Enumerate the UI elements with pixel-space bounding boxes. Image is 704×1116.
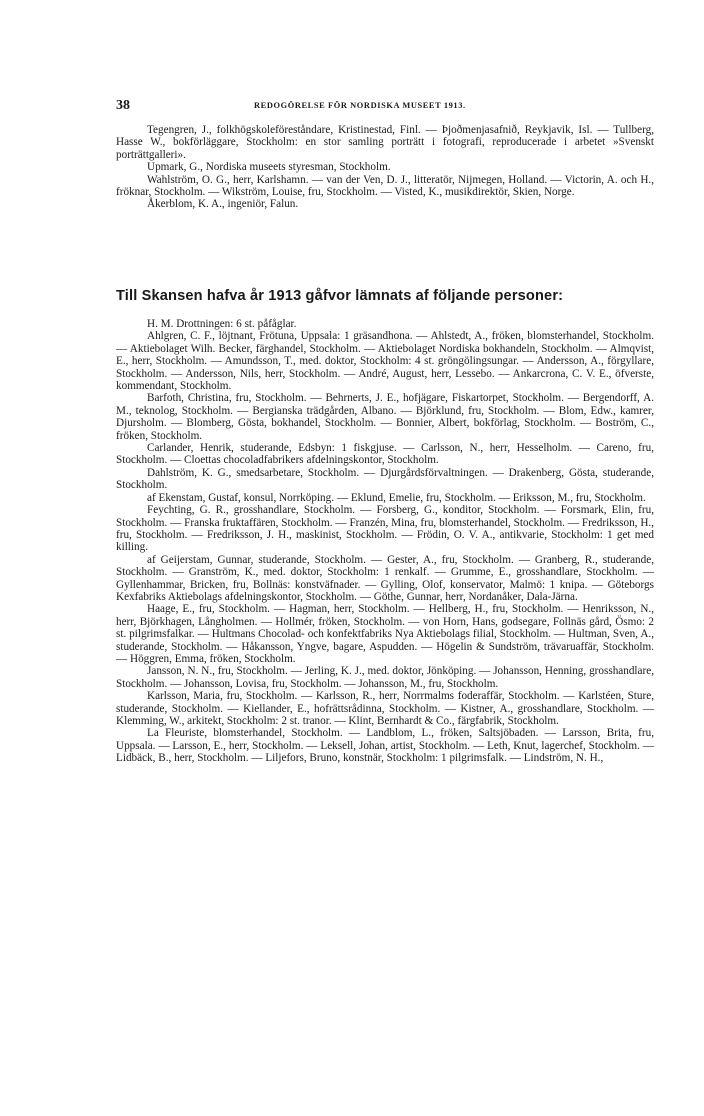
donor-paragraph: af Geijerstam, Gunnar, studerande, Stockholm. — Gester, A., fru, Stockholm. — Granberg, R., studerande, Stockholm. — Granström, K., med. doktor, Stockholm: 1 renkalf. — Grumme, E., grosshandlare, Stockholm. — Gyllenhammar, Bricken, fru, Bollnäs: konstväfnader. — Gylling, Olof, konservator, Malmö: 1 knipa. — Göteborgs Kexfabriks Aktiebolags afdelningskontor, Stockholm. — Göthe, Gunnar, herr, Nordanåker, Dala-Järna. <box>116 553 654 603</box>
donor-paragraph: H. M. Drottningen: 6 st. påfåglar. <box>147 318 297 330</box>
donor-paragraph: Jansson, N. N., fru, Stockholm. — Jerling, K. J., med. doktor, Jönköping. — Johansson, Henning, grosshandlare, Stockholm. — Johansson, Lovisa, fru, Stockholm. — Johansson, M., fru, Stockholm. <box>116 665 654 690</box>
donor-paragraph: Ahlgren, C. F., löjtnant, Frötuna, Uppsala: 1 gräsandhona. — Ahlstedt, A., fröken, blomsterhandel, Stockholm. — Aktiebolaget Wilh. Becker, färghandel, Stockholm. — Aktiebolaget Nordiska bokhandeln, Stockholm. — Almqvist, E., herr, Stockholm. — Amundsson, T., med. doktor, Stockholm: 4 st. gröngölingsungar. — Andersson, A., förgyllare, Stockholm. — Andersson, Nils, herr, Stockholm. — André, August, herr, Lessebo. — Ankarcrona, C. V. E., öfverste, kommendant, Stockholm. <box>116 330 654 393</box>
intro-paragraph: Upmark, G., Nordiska museets styresman, Stockholm. <box>147 161 391 174</box>
donor-paragraph: af Ekenstam, Gustaf, konsul, Norrköping. — Eklund, Emelie, fru, Stockholm. — Eriksson, M., fru, Stockholm. <box>147 491 646 504</box>
donor-paragraph: Dahlström, K. G., smedsarbetare, Stockholm. — Djurgårdsförvaltningen. — Drakenberg, Gösta, studerande, Stockholm. <box>116 466 654 492</box>
intro-section <box>116 124 654 211</box>
donor-paragraph: Karlsson, Maria, fru, Stockholm. — Karlsson, R., herr, Norrmalms foderaffär, Stockholm. — Karlstéen, Sture, studerande, Stockholm. — Kiellander, E., hofrättsrådinna, Stockholm. — Kistner, A., grosshandlare, Stockholm. — Klemming, W., arkitekt, Stockholm: 2 st. tranor. — Klint, Bernhardt & Co., färgfabrik, Stockholm. <box>116 690 654 727</box>
intro-paragraph: Tegengren, J., folkhögskoleföreståndare, Kristinestad, Finl. — Þjoðmenjasafnið, Reykjavik, Isl. — Tullberg, Hasse W., bokförläggare, Stockholm: en stor samling porträtt i fotografi, reproducerade i arbetet »Svenskt porträttgalleri». <box>116 124 654 161</box>
page-number: 38 <box>116 98 130 113</box>
donor-paragraph: Feychting, G. R., grosshandlare, Stockholm. — Forsberg, G., konditor, Stockholm. — Forsmark, Elin, fru, Stockholm. — Franska fruktaffären, Stockholm. — Franzén, Mina, fru, blomsterhandel, Stockholm. — Fredriksson, H., fru, Stockholm. — Fredriksson, J. H., maskinist, Stockholm. — Frödin, O. V. A., antikvarie, Stockholm: 1 get med killing. <box>116 504 654 554</box>
donor-paragraph: Carlander, Henrik, studerande, Edsbyn: 1 fiskgjuse. — Carlsson, N., herr, Hesselholm. — Careno, fru, Stockholm. — Cloettas chocoladfabrikers afdelningskontor, Stockholm. <box>116 442 654 467</box>
donor-section <box>116 318 654 765</box>
intro-paragraph: Åkerblom, K. A., ingeniör, Falun. <box>147 198 299 211</box>
section-heading: Till Skansen hafva år 1913 gåfvor lämnats af följande personer: <box>116 288 564 304</box>
donor-paragraph: Haage, E., fru, Stockholm. — Hagman, herr, Stockholm. — Hellberg, H., fru, Stockholm. — Henriksson, N., herr, Björkhagen, Långholmen. — Hollmér, fröken, Stockholm. — von Horn, Hans, godsegare, Follnäs gård, Ösmo: 2 st. pilgrimsfalkar. — Hultmans Chocolad- och konfektfabriks Nya Aktiebolags filial, Stockholm. — Hultman, Sven, A., studerande, Stockholm. — Håkansson, Yngve, bagare, Aspudden. — Högelin & Sundström, trävaruaffär, Stockholm. — Höggren, Emma, fröken, Stockholm. <box>116 603 654 665</box>
running-head: REDOGÖRELSE FÖR NORDISKA MUSEET 1913. <box>254 101 466 110</box>
donor-paragraph: Barfoth, Christina, fru, Stockholm. — Behrnerts, J. E., hofjägare, Fiskartorpet, Stockholm. — Bergendorff, A. M., teknolog, Stockholm. — Bergianska trädgården, Albano. — Björklund, fru, Stockholm. — Blom, Edw., kamrer, Djursholm. — Blomberg, Gösta, bokhandel, Stockholm. — Bonnier, Albert, bokförlag, Stockholm. — Boström, C., fröken, Stockholm. <box>116 392 654 442</box>
intro-paragraph: Wahlström, O. G., herr, Karlshamn. — van der Ven, D. J., litteratör, Nijmegen, Holland. — Victorin, A. och H., fröknar, Stockholm. — Wikström, Louise, fru, Stockholm. — Visted, K., musikdirektör, Skien, Norge. <box>116 173 654 199</box>
donor-paragraph: La Fleuriste, blomsterhandel, Stockholm. — Landblom, L., fröken, Saltsjöbaden. — Larsson, Brita, fru, Uppsala. — Larsson, E., herr, Stockholm. — Leksell, Johan, artist, Stockholm. — Leth, Knut, lagerchef, Stockholm. — Lidbäck, B., herr, Stockholm. — Liljefors, Bruno, konstnär, Stockholm: 1 pilgrimsfalk. — Lindström, N. H., <box>116 727 654 765</box>
